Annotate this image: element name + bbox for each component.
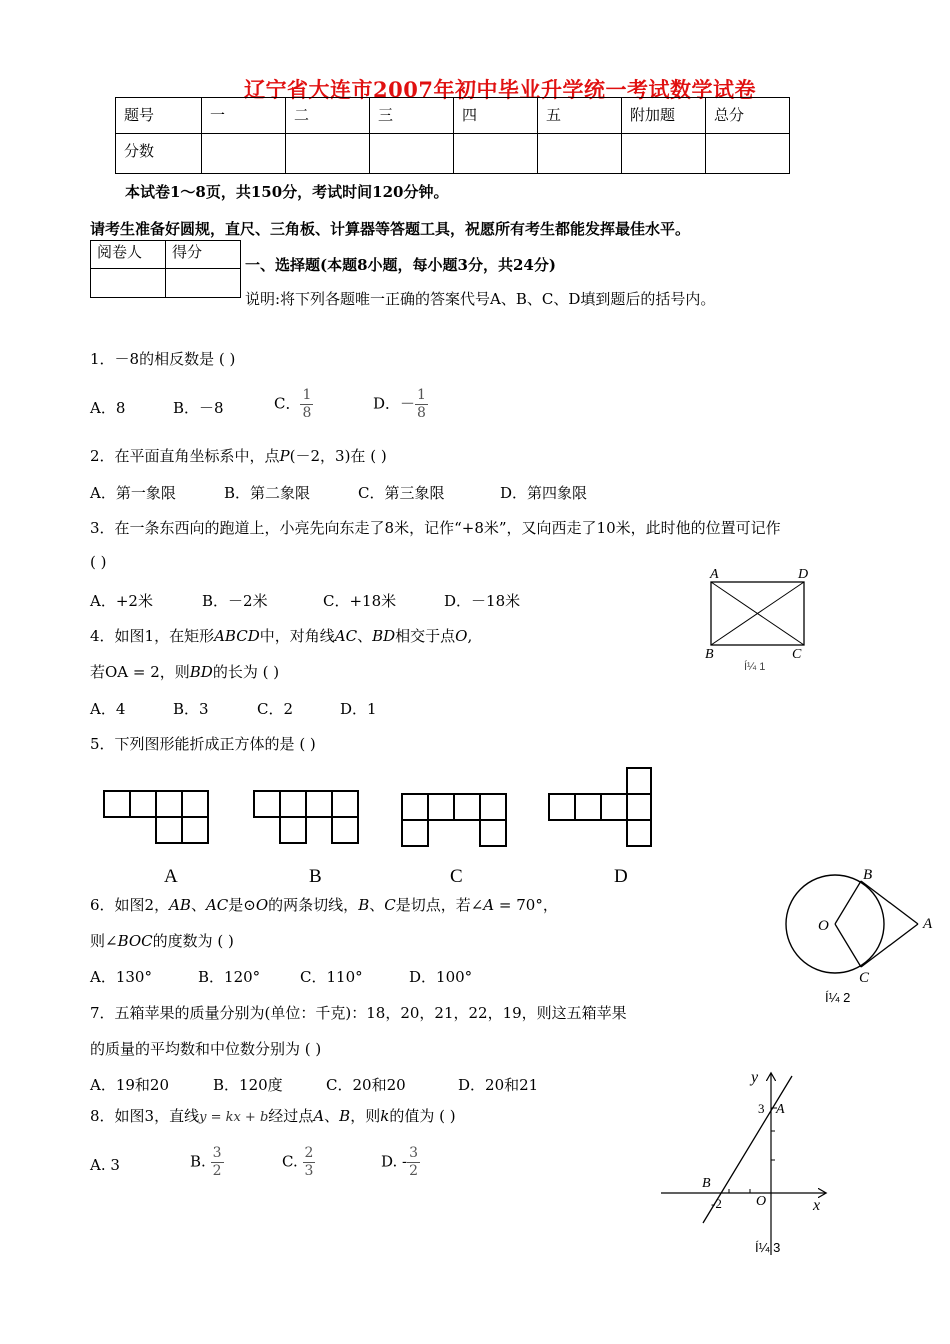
net-label-d[interactable]: D	[614, 866, 628, 884]
tangent-ab	[861, 881, 918, 924]
fraction	[300, 387, 313, 422]
score-table-score-row	[116, 134, 790, 174]
stem-var: O	[255, 896, 269, 914]
fig2-label-b: B	[863, 867, 873, 883]
fig1-caption: Í¼ 1	[744, 661, 766, 673]
score-input-cell[interactable]	[622, 134, 706, 174]
score-header-cell: 一	[202, 98, 286, 134]
score-header-cell: 四	[454, 98, 538, 134]
q6-option-b[interactable]: B．120°	[198, 968, 261, 986]
net-cell	[626, 819, 652, 847]
stem-var: A	[483, 896, 495, 914]
page-title: 辽宁省大连市2007年初中毕业升学统一考试数学试卷	[244, 77, 756, 102]
fraction	[211, 1145, 224, 1180]
score-input-cell[interactable]	[286, 134, 370, 174]
stem-text: 相交于点	[395, 627, 456, 645]
net-cell	[305, 790, 333, 818]
fig2-label-a: A	[923, 916, 933, 932]
stem-var: AC	[205, 896, 229, 914]
fraction	[415, 387, 428, 422]
fig3-label-3: 3	[758, 1101, 765, 1116]
net-cell	[401, 793, 429, 821]
net-cell	[574, 793, 602, 821]
option-prefix: C．	[274, 394, 301, 413]
q7-option-b[interactable]: B．120度	[213, 1076, 283, 1094]
formula: y = kx + b	[199, 1110, 269, 1125]
question-1-stem: 1．－8的相反数是 ( )	[90, 350, 236, 368]
q7-option-d[interactable]: D．20和21	[458, 1076, 539, 1094]
score-input-cell[interactable]	[454, 134, 538, 174]
net-cell	[548, 793, 576, 821]
net-cell	[155, 790, 183, 818]
net-cell	[453, 793, 481, 821]
fraction-denominator: 2	[212, 1163, 222, 1179]
question-7-line2: 的质量的平均数和中位数分别为 ( )	[90, 1040, 322, 1058]
fig1-label-d: D	[798, 567, 809, 582]
fraction	[303, 1145, 316, 1180]
net-label-c[interactable]: C	[450, 866, 463, 884]
net-label-b[interactable]: B	[309, 866, 322, 884]
fig3-label-a: A	[776, 1102, 785, 1117]
fraction-numerator: 1	[302, 387, 312, 403]
option-prefix: B.	[190, 1152, 206, 1171]
stem-var: ABCD	[214, 627, 260, 645]
fig3-label-y: y	[751, 1069, 759, 1086]
q4-option-b[interactable]: B．3	[173, 700, 209, 718]
option-prefix: D．－	[373, 394, 416, 413]
net-cell	[600, 793, 628, 821]
stem-var: k	[380, 1107, 390, 1125]
stem-text: 中，对角线	[259, 627, 335, 645]
question-7-line1: 7．五箱苹果的质量分别为(单位：千克)：18，20，21，22，19，则这五箱苹果	[90, 1004, 627, 1022]
figure-2	[775, 862, 940, 1007]
score-header-cell: 二	[286, 98, 370, 134]
fraction-denominator: 3	[304, 1163, 314, 1179]
question-6-line1	[90, 894, 558, 915]
q6-option-c[interactable]: C．110°	[300, 968, 363, 986]
stem-text: 的值为 ( )	[389, 1107, 456, 1125]
fig3-label-x: x	[813, 1197, 821, 1214]
figure-1	[700, 562, 820, 677]
stem-text: ,	[467, 627, 473, 645]
question-4-line1	[90, 625, 472, 646]
q4-option-d[interactable]: D．1	[340, 700, 377, 718]
stem-text: 、	[324, 1107, 340, 1125]
grader-input-cell[interactable]	[91, 269, 166, 298]
net-cell	[331, 790, 359, 818]
stem-text: 则∠	[90, 932, 118, 950]
score-input-cell[interactable]	[538, 134, 622, 174]
q7-option-a[interactable]: A．19和20	[90, 1076, 170, 1094]
tangent-ac	[861, 924, 918, 967]
stem-text: 4．如图1，在矩形	[90, 627, 215, 645]
question-8-stem	[90, 1105, 456, 1126]
question-2-stem	[90, 445, 387, 466]
net-cell	[626, 793, 652, 821]
q2-option-a[interactable]: A．第一象限	[90, 484, 176, 502]
stem-var: P	[279, 447, 290, 465]
radius-ob	[835, 881, 861, 924]
fraction	[407, 1145, 420, 1180]
stem-text: 是切点，若∠	[395, 896, 484, 914]
q8-option-c[interactable]	[282, 1145, 315, 1180]
score-input-cell[interactable]	[370, 134, 454, 174]
q8-option-a[interactable]: A. 3	[90, 1156, 120, 1174]
question-5-stem: 5．下列图形能折成正方体的是 ( )	[90, 735, 316, 753]
stem-text: = 70°，	[494, 896, 558, 914]
net-cell	[427, 793, 455, 821]
net-cell	[479, 793, 507, 821]
section-instruction: 说明:将下列各题唯一正确的答案代号A、B、C、D填到题后的括号内。	[245, 290, 716, 308]
stem-var: AC	[334, 627, 358, 645]
net-cell	[129, 790, 157, 818]
q2-option-d[interactable]: D．第四象限	[500, 484, 588, 502]
fraction-denominator: 8	[302, 405, 312, 421]
fig1-label-a: A	[710, 567, 719, 582]
net-cell	[103, 790, 131, 818]
net-cell	[401, 819, 429, 847]
stem-text: 的长为 ( )	[212, 663, 280, 681]
score-header-cell: 题号	[116, 98, 202, 134]
stem-var: BD	[372, 627, 396, 645]
q3-option-d[interactable]: D．－18米	[444, 592, 521, 610]
fig3-label-b: B	[702, 1176, 711, 1191]
q2-option-b[interactable]: B．第二象限	[224, 484, 311, 502]
score-input-cell[interactable]	[166, 269, 241, 298]
net-cell	[155, 816, 183, 844]
score-header-cell: 附加题	[622, 98, 706, 134]
stem-text: 经过点	[268, 1107, 314, 1125]
net-cell	[181, 816, 209, 844]
fig1-label-c: C	[792, 647, 802, 662]
stem-var: A	[313, 1107, 325, 1125]
fig3-caption: Í¼ 3	[755, 1240, 781, 1255]
grader-table	[90, 240, 241, 298]
q1-option-a[interactable]: A．8	[90, 399, 126, 417]
stem-var: C	[384, 896, 396, 914]
stem-text: 是⊙	[228, 896, 256, 914]
fraction-numerator: 2	[304, 1145, 314, 1161]
q7-option-c[interactable]: C．20和20	[326, 1076, 406, 1094]
option-prefix: D. -	[381, 1152, 408, 1171]
q6-option-d[interactable]: D．100°	[409, 968, 473, 986]
q1-option-c[interactable]	[274, 387, 313, 422]
fraction-denominator: 8	[417, 405, 426, 421]
score-table	[115, 97, 790, 174]
fig2-caption: Í¼ 2	[825, 990, 851, 1005]
net-cell	[279, 790, 307, 818]
question-3-paren: ( )	[90, 553, 107, 571]
net-cell	[479, 819, 507, 847]
stem-var: BOC	[117, 932, 153, 950]
stem-text: (－2，3)在 ( )	[289, 447, 387, 465]
stem-var: O	[455, 627, 468, 645]
fig2-label-c: C	[859, 970, 870, 986]
stem-var: AB	[169, 896, 191, 914]
q3-option-c[interactable]: C．+18米	[323, 592, 397, 610]
q8-option-b[interactable]	[190, 1145, 224, 1180]
fraction-numerator: 3	[212, 1145, 222, 1161]
option-prefix: C.	[282, 1152, 298, 1171]
q3-option-a[interactable]: A．+2米	[90, 592, 153, 610]
stem-text: 的度数为 ( )	[152, 932, 234, 950]
question-4-line2	[90, 661, 279, 682]
grader-label: 阅卷人	[91, 241, 166, 269]
stem-text: ，则	[350, 1107, 381, 1125]
exam-info-note: 本试卷1～8页，共150分，考试时间120分钟。	[125, 183, 449, 201]
stem-var: B	[339, 1107, 351, 1125]
q8-option-d[interactable]	[381, 1145, 420, 1180]
score-input-cell[interactable]	[202, 134, 286, 174]
net-cell	[181, 790, 209, 818]
question-6-line2	[90, 930, 234, 951]
fig2-label-o: O	[818, 918, 829, 934]
net-cell	[253, 790, 281, 818]
q3-option-b[interactable]: B．－2米	[202, 592, 268, 610]
stem-text: 若OA = 2，则	[90, 663, 190, 681]
score-label: 得分	[166, 241, 241, 269]
stem-var: BD	[189, 663, 213, 681]
q1-option-b[interactable]: B．－8	[173, 399, 224, 417]
question-3-stem: 3．在一条东西向的跑道上，小亮先向东走了8米，记作“+8米”，又向西走了10米，此时他的位置可记作	[90, 519, 781, 537]
net-cell	[626, 767, 652, 795]
score-header-cell: 五	[538, 98, 622, 134]
q4-option-a[interactable]: A．4	[90, 700, 126, 718]
section-heading: 一、选择题(本题8小题，每小题3分，共24分)	[245, 256, 556, 274]
score-header-cell: 总分	[706, 98, 790, 134]
score-row-label: 分数	[116, 134, 202, 174]
score-input-cell[interactable]	[706, 134, 790, 174]
fraction-denominator: 2	[409, 1163, 419, 1179]
score-header-cell: 三	[370, 98, 454, 134]
stem-text: 的两条切线，	[268, 896, 359, 914]
fraction-numerator: 3	[409, 1145, 419, 1161]
stem-text: 、	[369, 896, 385, 914]
tools-note: 请考生准备好圆规，直尺、三角板、计算器等答题工具，祝愿所有考生都能发挥最佳水平。	[90, 220, 691, 238]
stem-text: 8．如图3，直线	[90, 1107, 200, 1125]
q6-option-a[interactable]: A．130°	[90, 968, 152, 986]
fig1-label-b: B	[705, 647, 714, 662]
fig3-label-neg2: -2	[711, 1196, 722, 1211]
net-label-a[interactable]: A	[164, 866, 178, 884]
q4-option-c[interactable]: C．2	[257, 700, 294, 718]
q2-option-c[interactable]: C．第三象限	[358, 484, 445, 502]
figure-3	[655, 1060, 840, 1260]
score-table-header-row	[116, 98, 790, 134]
stem-text: 6．如图2，	[90, 896, 170, 914]
radius-oc	[835, 924, 861, 967]
net-cell	[279, 816, 307, 844]
stem-var: B	[358, 896, 370, 914]
net-cell	[331, 816, 359, 844]
fig3-label-o: O	[756, 1194, 767, 1209]
q1-option-d[interactable]	[373, 387, 428, 422]
stem-text: 、	[190, 896, 206, 914]
stem-text: 2．在平面直角坐标系中，点	[90, 447, 280, 465]
fraction-numerator: 1	[417, 387, 426, 403]
stem-text: 、	[357, 627, 373, 645]
